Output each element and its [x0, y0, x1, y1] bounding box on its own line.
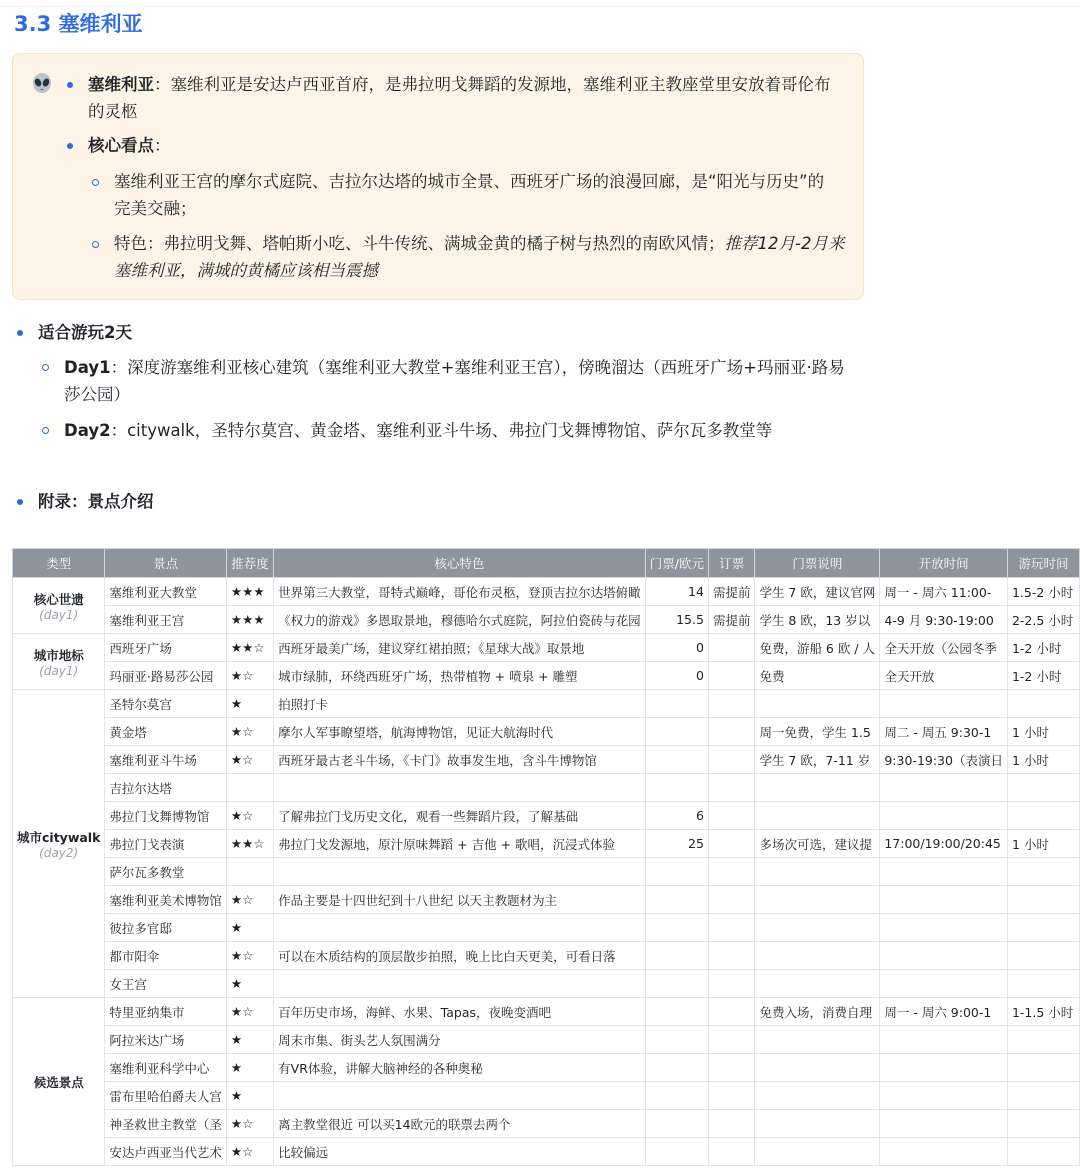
feature-text-cell: 摩尔人军事瞭望塔，航海博物馆，见证大航海时代: [274, 718, 646, 746]
opening-hours-cell: [880, 1054, 1008, 1082]
booking-cell: [708, 1054, 755, 1082]
rating-stars-cell: [226, 858, 273, 886]
category-cell: [13, 690, 105, 998]
attractions-table: [12, 548, 1080, 1166]
ticket-note-cell: 多场次可选，建议提: [755, 830, 880, 858]
ticket-note-cell: [755, 802, 880, 830]
attraction-name-cell: 女王宫: [105, 970, 227, 998]
category-day: (day1): [39, 663, 79, 678]
booking-cell: [708, 942, 755, 970]
opening-hours-cell: [880, 970, 1008, 998]
ticket-note-cell: [755, 774, 880, 802]
feature-text-cell: 可以在木质结构的顶层散步拍照，晚上比白天更美，可看日落: [274, 942, 646, 970]
attraction-name-cell: 黄金塔: [105, 718, 227, 746]
opening-hours-cell: [880, 858, 1008, 886]
category-cell: [13, 634, 105, 690]
bullet-dot: [17, 499, 23, 505]
table-row: [13, 718, 1080, 746]
opening-hours-cell: 全天开放（公园冬季: [880, 634, 1008, 662]
opening-hours-cell: 全天开放: [880, 662, 1008, 690]
feature-text-cell: 弗拉门戈发源地，原汁原味舞蹈 + 吉他 + 歌唱，沉浸式体验: [274, 830, 646, 858]
column-header: 游玩时间: [1007, 549, 1079, 578]
callout-item-sevilla: [88, 71, 858, 125]
plan-day2-label: Day2: [64, 421, 111, 440]
rating-stars-cell: ★★☆: [226, 830, 273, 858]
opening-hours-cell: [880, 774, 1008, 802]
feature-text-cell: 周末市集、街头艺人氛围满分: [274, 1026, 646, 1054]
category-name: 城市citywalk: [17, 829, 101, 845]
attraction-name-cell: 雷布里哈伯爵夫人宫: [105, 1082, 227, 1110]
plan-day1-label: Day1: [64, 358, 111, 377]
opening-hours-cell: [880, 1138, 1008, 1166]
callout-sub-item-1: [114, 168, 859, 222]
opening-hours-cell: [880, 1026, 1008, 1054]
attraction-name-cell: 弗拉门戈表演: [105, 830, 227, 858]
rating-stars-cell: ★☆: [226, 746, 273, 774]
ticket-price-cell: [645, 1054, 708, 1082]
attraction-name-cell: 塞维利亚科学中心: [105, 1054, 227, 1082]
bullet-dot: [67, 143, 73, 149]
bullet-dot: [67, 82, 73, 88]
ticket-note-cell: 学生 8 欧，13 岁以: [755, 606, 880, 634]
ticket-price-cell: [645, 886, 708, 914]
table-row: [13, 662, 1080, 690]
ticket-price-cell: [645, 690, 708, 718]
feature-text-cell: [274, 970, 646, 998]
feature-text-cell: 《权力的游戏》多恩取景地，穆德哈尔式庭院，阿拉伯瓷砖与花园: [274, 606, 646, 634]
booking-cell: [708, 802, 755, 830]
ticket-price-cell: [645, 718, 708, 746]
ticket-note-cell: 学生 7 欧，7-11 岁: [755, 746, 880, 774]
category-name: 城市地标: [33, 647, 84, 663]
table-row: [13, 914, 1080, 942]
plan-day1-text-2: 莎公园）: [64, 385, 130, 404]
feature-text-cell: 比较偏远: [274, 1138, 646, 1166]
attraction-name-cell: 安达卢西亚当代艺术: [105, 1138, 227, 1166]
ticket-note-cell: 免费: [755, 662, 880, 690]
booking-cell: [708, 1082, 755, 1110]
callout-item-sevilla-label: 塞维利亚: [88, 75, 154, 94]
visit-duration-cell: [1007, 774, 1079, 802]
table-row: [13, 830, 1080, 858]
booking-cell: [708, 830, 755, 858]
attraction-name-cell: 塞维利亚斗牛场: [105, 746, 227, 774]
callout-sub-item-2: [114, 230, 859, 284]
column-header: 类型: [13, 549, 105, 578]
table-row: [13, 578, 1080, 606]
table-row: [13, 774, 1080, 802]
category-day: (day2): [39, 845, 79, 860]
visit-duration-cell: [1007, 942, 1079, 970]
rating-stars-cell: ★: [226, 690, 273, 718]
category-name: 核心世遗: [33, 591, 84, 607]
feature-text-cell: 世界第三大教堂，哥特式巅峰，哥伦布灵柩，登顶吉拉尔达塔俯瞰: [274, 578, 646, 606]
visit-duration-cell: [1007, 970, 1079, 998]
feature-text-cell: 有VR体验，讲解大脑神经的各种奥秘: [274, 1054, 646, 1082]
ticket-price-cell: [645, 746, 708, 774]
sub-bullet-ring: [42, 364, 49, 371]
rating-stars-cell: ★★★: [226, 606, 273, 634]
table-row: [13, 886, 1080, 914]
ticket-note-cell: [755, 1082, 880, 1110]
plan-day1: [64, 354, 864, 408]
ticket-note-cell: [755, 970, 880, 998]
booking-cell: [708, 858, 755, 886]
rating-stars-cell: ★☆: [226, 1110, 273, 1138]
feature-text-cell: [274, 1082, 646, 1110]
category-cell: [13, 998, 105, 1166]
ticket-price-cell: 25: [645, 830, 708, 858]
rating-stars-cell: ★☆: [226, 718, 273, 746]
visit-duration-cell: [1007, 690, 1079, 718]
ticket-note-cell: [755, 886, 880, 914]
ticket-note-cell: [755, 914, 880, 942]
visit-duration-cell: 1 小时: [1007, 830, 1079, 858]
attraction-name-cell: 神圣救世主教堂（圣: [105, 1110, 227, 1138]
bullet-dot: [17, 330, 23, 336]
column-header: 订票: [708, 549, 755, 578]
visit-duration-cell: 1 小时: [1007, 718, 1079, 746]
ticket-price-cell: 0: [645, 662, 708, 690]
column-header: 推荐度: [226, 549, 273, 578]
ticket-price-cell: [645, 1110, 708, 1138]
section-heading: 3.3 塞维利亚: [14, 12, 143, 36]
attraction-name-cell: 都市阳伞: [105, 942, 227, 970]
category-cell: [13, 578, 105, 634]
opening-hours-cell: [880, 690, 1008, 718]
column-header: 景点: [105, 549, 227, 578]
attraction-name-cell: 萨尔瓦多教堂: [105, 858, 227, 886]
visit-duration-cell: [1007, 886, 1079, 914]
ticket-price-cell: [645, 858, 708, 886]
rating-stars-cell: ★★★: [226, 578, 273, 606]
table-row: [13, 690, 1080, 718]
table-row: [13, 858, 1080, 886]
booking-cell: [708, 998, 755, 1026]
booking-cell: [708, 914, 755, 942]
callout-item-sevilla-text: ：塞维利亚是安达卢西亚首府，是弗拉明戈舞蹈的发源地，塞维利亚主教座堂里安放着哥伦布: [154, 75, 831, 94]
visit-duration-cell: [1007, 1082, 1079, 1110]
top-divider: [0, 6, 1080, 7]
rating-stars-cell: ★: [226, 1054, 273, 1082]
sub-bullet-ring: [42, 427, 49, 434]
feature-text-cell: 离主教堂很近 可以买14欧元的联票去两个: [274, 1110, 646, 1138]
ticket-price-cell: [645, 914, 708, 942]
opening-hours-cell: 17:00/19:00/20:45: [880, 830, 1008, 858]
column-header: 开放时间: [880, 549, 1008, 578]
visit-duration-cell: [1007, 1110, 1079, 1138]
visit-duration-cell: 1-2 小时: [1007, 662, 1079, 690]
feature-text-cell: 拍照打卡: [274, 690, 646, 718]
opening-hours-cell: 4-9 月 9:30-19:00: [880, 606, 1008, 634]
rating-stars-cell: ★☆: [226, 662, 273, 690]
callout-item-highlights-colon: ：: [154, 136, 171, 155]
callout-sub-item-1-line-2: 完美交融；: [114, 199, 197, 218]
ticket-note-cell: [755, 690, 880, 718]
attraction-name-cell: 西班牙广场: [105, 634, 227, 662]
table-row: [13, 746, 1080, 774]
ticket-price-cell: [645, 774, 708, 802]
feature-text-cell: 西班牙最美广场，建议穿红裙拍照；《星球大战》取景地: [274, 634, 646, 662]
visit-duration-cell: [1007, 1138, 1079, 1166]
ticket-price-cell: 15.5: [645, 606, 708, 634]
visit-duration-cell: [1007, 802, 1079, 830]
feature-text-cell: [274, 774, 646, 802]
table-row: [13, 1026, 1080, 1054]
attraction-name-cell: 塞维利亚美术博物馆: [105, 886, 227, 914]
booking-cell: 需提前: [708, 606, 755, 634]
callout-item-highlights: [88, 132, 171, 159]
booking-cell: [708, 1026, 755, 1054]
rating-stars-cell: [226, 774, 273, 802]
visit-duration-cell: 1-2 小时: [1007, 634, 1079, 662]
visit-duration-cell: 1.5-2 小时: [1007, 578, 1079, 606]
opening-hours-cell: 周一 - 周六 9:00-1: [880, 998, 1008, 1026]
table-row: [13, 942, 1080, 970]
callout-item-highlights-label: 核心看点: [88, 136, 154, 155]
visit-duration-cell: 1-1.5 小时: [1007, 998, 1079, 1026]
rating-stars-cell: ★☆: [226, 886, 273, 914]
opening-hours-cell: [880, 886, 1008, 914]
ticket-price-cell: [645, 1082, 708, 1110]
rating-stars-cell: ★☆: [226, 942, 273, 970]
rating-stars-cell: ★: [226, 970, 273, 998]
table-header-row: [13, 549, 1080, 578]
rating-stars-cell: ★★☆: [226, 634, 273, 662]
rating-stars-cell: ★☆: [226, 802, 273, 830]
table-row: [13, 1110, 1080, 1138]
ticket-note-cell: 周一免费，学生 1.5: [755, 718, 880, 746]
rating-stars-cell: ★: [226, 1082, 273, 1110]
booking-cell: [708, 690, 755, 718]
visit-duration-cell: [1007, 1026, 1079, 1054]
opening-hours-cell: [880, 914, 1008, 942]
ticket-note-cell: [755, 1110, 880, 1138]
feature-text-cell: 作品主要是十四世纪到十八世纪 以天主教题材为主: [274, 886, 646, 914]
plan-day2-text: ：citywalk，圣特尔莫宫、黄金塔、塞维利亚斗牛场、弗拉门戈舞博物馆、萨尔瓦多教堂等: [110, 421, 773, 440]
category-name: 候选景点: [33, 1074, 84, 1090]
feature-text-cell: [274, 858, 646, 886]
ticket-price-cell: [645, 970, 708, 998]
plan-day2: [64, 417, 864, 444]
opening-hours-cell: 9:30-19:30（表演日: [880, 746, 1008, 774]
feature-text-cell: 城市绿肺，环绕西班牙广场，热带植物 + 喷泉 + 雕塑: [274, 662, 646, 690]
callout-sub-item-2-text: 特色：弗拉明戈舞、塔帕斯小吃、斗牛传统、满城金黄的橘子树与热烈的南欧风情；: [114, 234, 725, 253]
booking-cell: [708, 1138, 755, 1166]
category-day: (day1): [39, 607, 79, 622]
visit-duration-cell: [1007, 914, 1079, 942]
table-row: [13, 802, 1080, 830]
column-header: 门票/欧元: [645, 549, 708, 578]
ticket-note-cell: 免费，游船 6 欧 / 人: [755, 634, 880, 662]
attraction-name-cell: 特里亚纳集市: [105, 998, 227, 1026]
table-row: [13, 1082, 1080, 1110]
rating-stars-cell: ★☆: [226, 1138, 273, 1166]
ticket-note-cell: [755, 1054, 880, 1082]
ticket-price-cell: 14: [645, 578, 708, 606]
ticket-note-cell: [755, 942, 880, 970]
visit-duration-cell: [1007, 858, 1079, 886]
attraction-name-cell: 吉拉尔达塔: [105, 774, 227, 802]
table-row: [13, 1138, 1080, 1166]
booking-cell: [708, 634, 755, 662]
feature-text-cell: 百年历史市场，海鲜、水果、Tapas，夜晚变酒吧: [274, 998, 646, 1026]
callout-sub-item-1-line-1: 塞维利亚王宫的摩尔式庭院、吉拉尔达塔的城市全景、西班牙广场的浪漫回廊，是“阳光与历史”的: [114, 172, 825, 191]
rating-stars-cell: ★: [226, 914, 273, 942]
opening-hours-cell: [880, 942, 1008, 970]
attraction-name-cell: 弗拉门戈舞博物馆: [105, 802, 227, 830]
callout-item-sevilla-text-2: 的灵柩: [88, 102, 138, 121]
opening-hours-cell: 周一 - 周六 11:00-: [880, 578, 1008, 606]
appendix-title: 附录：景点介绍: [38, 492, 154, 511]
visit-duration-cell: 2-2.5 小时: [1007, 606, 1079, 634]
table-row: [13, 1054, 1080, 1082]
booking-cell: [708, 970, 755, 998]
table-row: [13, 970, 1080, 998]
table-row: [13, 606, 1080, 634]
ticket-price-cell: [645, 942, 708, 970]
visit-duration-cell: 1 小时: [1007, 746, 1079, 774]
opening-hours-cell: [880, 1082, 1008, 1110]
ticket-price-cell: [645, 1138, 708, 1166]
ticket-note-cell: [755, 1026, 880, 1054]
ticket-note-cell: 免费入场，消费自理: [755, 998, 880, 1026]
ticket-price-cell: [645, 1026, 708, 1054]
booking-cell: [708, 662, 755, 690]
opening-hours-cell: [880, 802, 1008, 830]
rating-stars-cell: ★: [226, 1026, 273, 1054]
attraction-name-cell: 彼拉多官邸: [105, 914, 227, 942]
table-row: [13, 634, 1080, 662]
feature-text-cell: [274, 914, 646, 942]
attraction-name-cell: 塞维利亚大教堂: [105, 578, 227, 606]
booking-cell: [708, 774, 755, 802]
plan-title: 适合游玩2天: [38, 323, 132, 342]
sub-bullet-ring: [92, 241, 99, 248]
ticket-price-cell: 6: [645, 802, 708, 830]
sub-bullet-ring: [92, 179, 99, 186]
opening-hours-cell: [880, 1110, 1008, 1138]
attraction-name-cell: 塞维利亚王宫: [105, 606, 227, 634]
booking-cell: [708, 746, 755, 774]
alien-icon: [31, 72, 53, 94]
booking-cell: [708, 718, 755, 746]
ticket-note-cell: [755, 1138, 880, 1166]
callout-sub-item-2-recommend: 推荐12月-2月来: [724, 234, 845, 253]
booking-cell: [708, 1110, 755, 1138]
feature-text-cell: 了解弗拉门戈历史文化，观看一些舞蹈片段，了解基础: [274, 802, 646, 830]
plan-day1-text: ：深度游塞维利亚核心建筑（塞维利亚大教堂+塞维利亚王宫），傍晚溜达（西班牙广场+玛丽亚·路易: [110, 358, 845, 377]
ticket-note-cell: [755, 858, 880, 886]
booking-cell: 需提前: [708, 578, 755, 606]
booking-cell: [708, 886, 755, 914]
callout-sub-item-2-recommend-2: 塞维利亚，满城的黄橘应该相当震撼: [114, 261, 378, 280]
column-header: 核心特色: [274, 549, 646, 578]
ticket-price-cell: [645, 998, 708, 1026]
rating-stars-cell: ★☆: [226, 998, 273, 1026]
visit-duration-cell: [1007, 1054, 1079, 1082]
attraction-name-cell: 阿拉米达广场: [105, 1026, 227, 1054]
table-row: [13, 998, 1080, 1026]
feature-text-cell: 西班牙最古老斗牛场，《卡门》故事发生地，含斗牛博物馆: [274, 746, 646, 774]
attraction-name-cell: 圣特尔莫宫: [105, 690, 227, 718]
opening-hours-cell: 周二 - 周五 9:30-1: [880, 718, 1008, 746]
ticket-price-cell: 0: [645, 634, 708, 662]
ticket-note-cell: 学生 7 欧，建议官网: [755, 578, 880, 606]
attraction-name-cell: 玛丽亚·路易莎公园: [105, 662, 227, 690]
column-header: 门票说明: [755, 549, 880, 578]
